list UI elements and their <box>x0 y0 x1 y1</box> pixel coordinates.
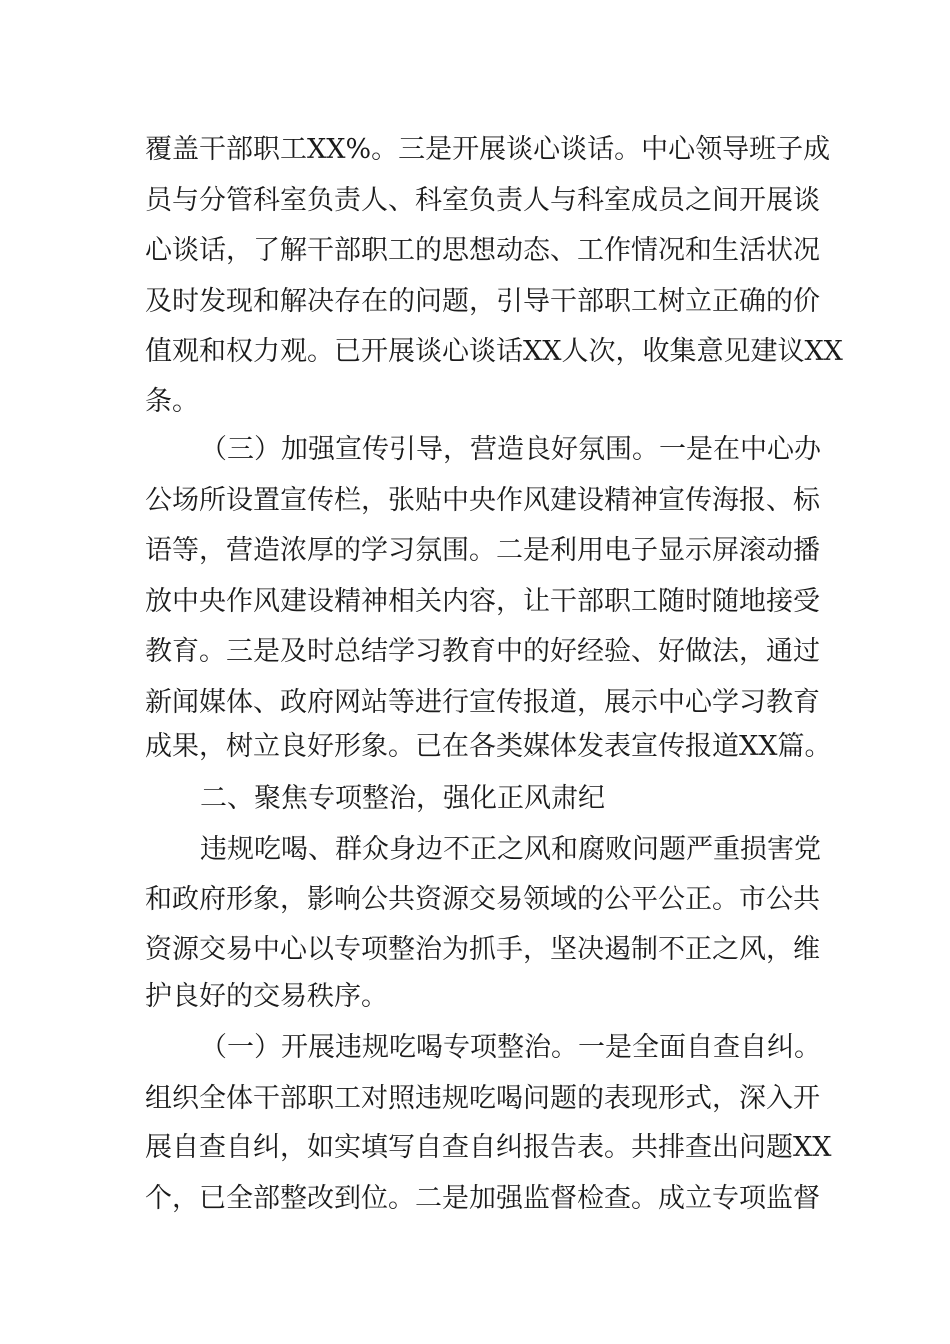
body-line: 资源交易中心以专项整治为抓手，坚决遏制不正之风，维 <box>145 934 820 965</box>
subsection-paragraph-start: （一）开展违规吃喝专项整治。一是全面自查自纠。 <box>200 1032 821 1063</box>
body-line: 公场所设置宣传栏，张贴中央作风建设精神宣传海报、标 <box>145 485 820 516</box>
body-line: 值观和权力观。已开展谈心谈话XX人次，收集意见建议XX <box>145 336 843 367</box>
body-line: 护良好的交易秩序。 <box>145 981 388 1012</box>
body-line: 条。 <box>145 386 199 417</box>
body-line: 展自查自纠，如实填写自查自纠报告表。共排查出问题XX <box>145 1132 832 1163</box>
body-line: 组织全体干部职工对照违规吃喝问题的表现形式，深入开 <box>145 1083 820 1114</box>
body-line: 语等，营造浓厚的学习氛围。二是利用电子显示屏滚动播 <box>145 535 820 566</box>
body-line: 及时发现和解决存在的问题，引导干部职工树立正确的价 <box>145 286 820 317</box>
body-line: 覆盖干部职工XX%。三是开展谈心谈话。中心领导班子成 <box>145 134 831 165</box>
section-paragraph-start: （三）加强宣传引导，营造良好氛围。一是在中心办 <box>200 434 821 465</box>
body-line: 个，已全部整改到位。二是加强监督检查。成立专项监督 <box>145 1183 820 1214</box>
body-line: 心谈话，了解干部职工的思想动态、工作情况和生活状况 <box>145 235 820 266</box>
body-line: 教育。三是及时总结学习教育中的好经验、好做法，通过 <box>145 636 820 667</box>
body-line: 新闻媒体、政府网站等进行宣传报道，展示中心学习教育 <box>145 687 820 718</box>
section-heading: 二、聚焦专项整治，强化正风肃纪 <box>200 783 605 814</box>
body-line: 成果，树立良好形象。已在各类媒体发表宣传报道XX篇。 <box>145 731 832 762</box>
body-line: 放中央作风建设精神相关内容，让干部职工随时随地接受 <box>145 586 820 617</box>
paragraph-start: 违规吃喝、群众身边不正之风和腐败问题严重损害党 <box>200 834 821 865</box>
body-line: 员与分管科室负责人、科室负责人与科室成员之间开展谈 <box>145 185 820 216</box>
body-line: 和政府形象，影响公共资源交易领域的公平公正。市公共 <box>145 884 820 915</box>
